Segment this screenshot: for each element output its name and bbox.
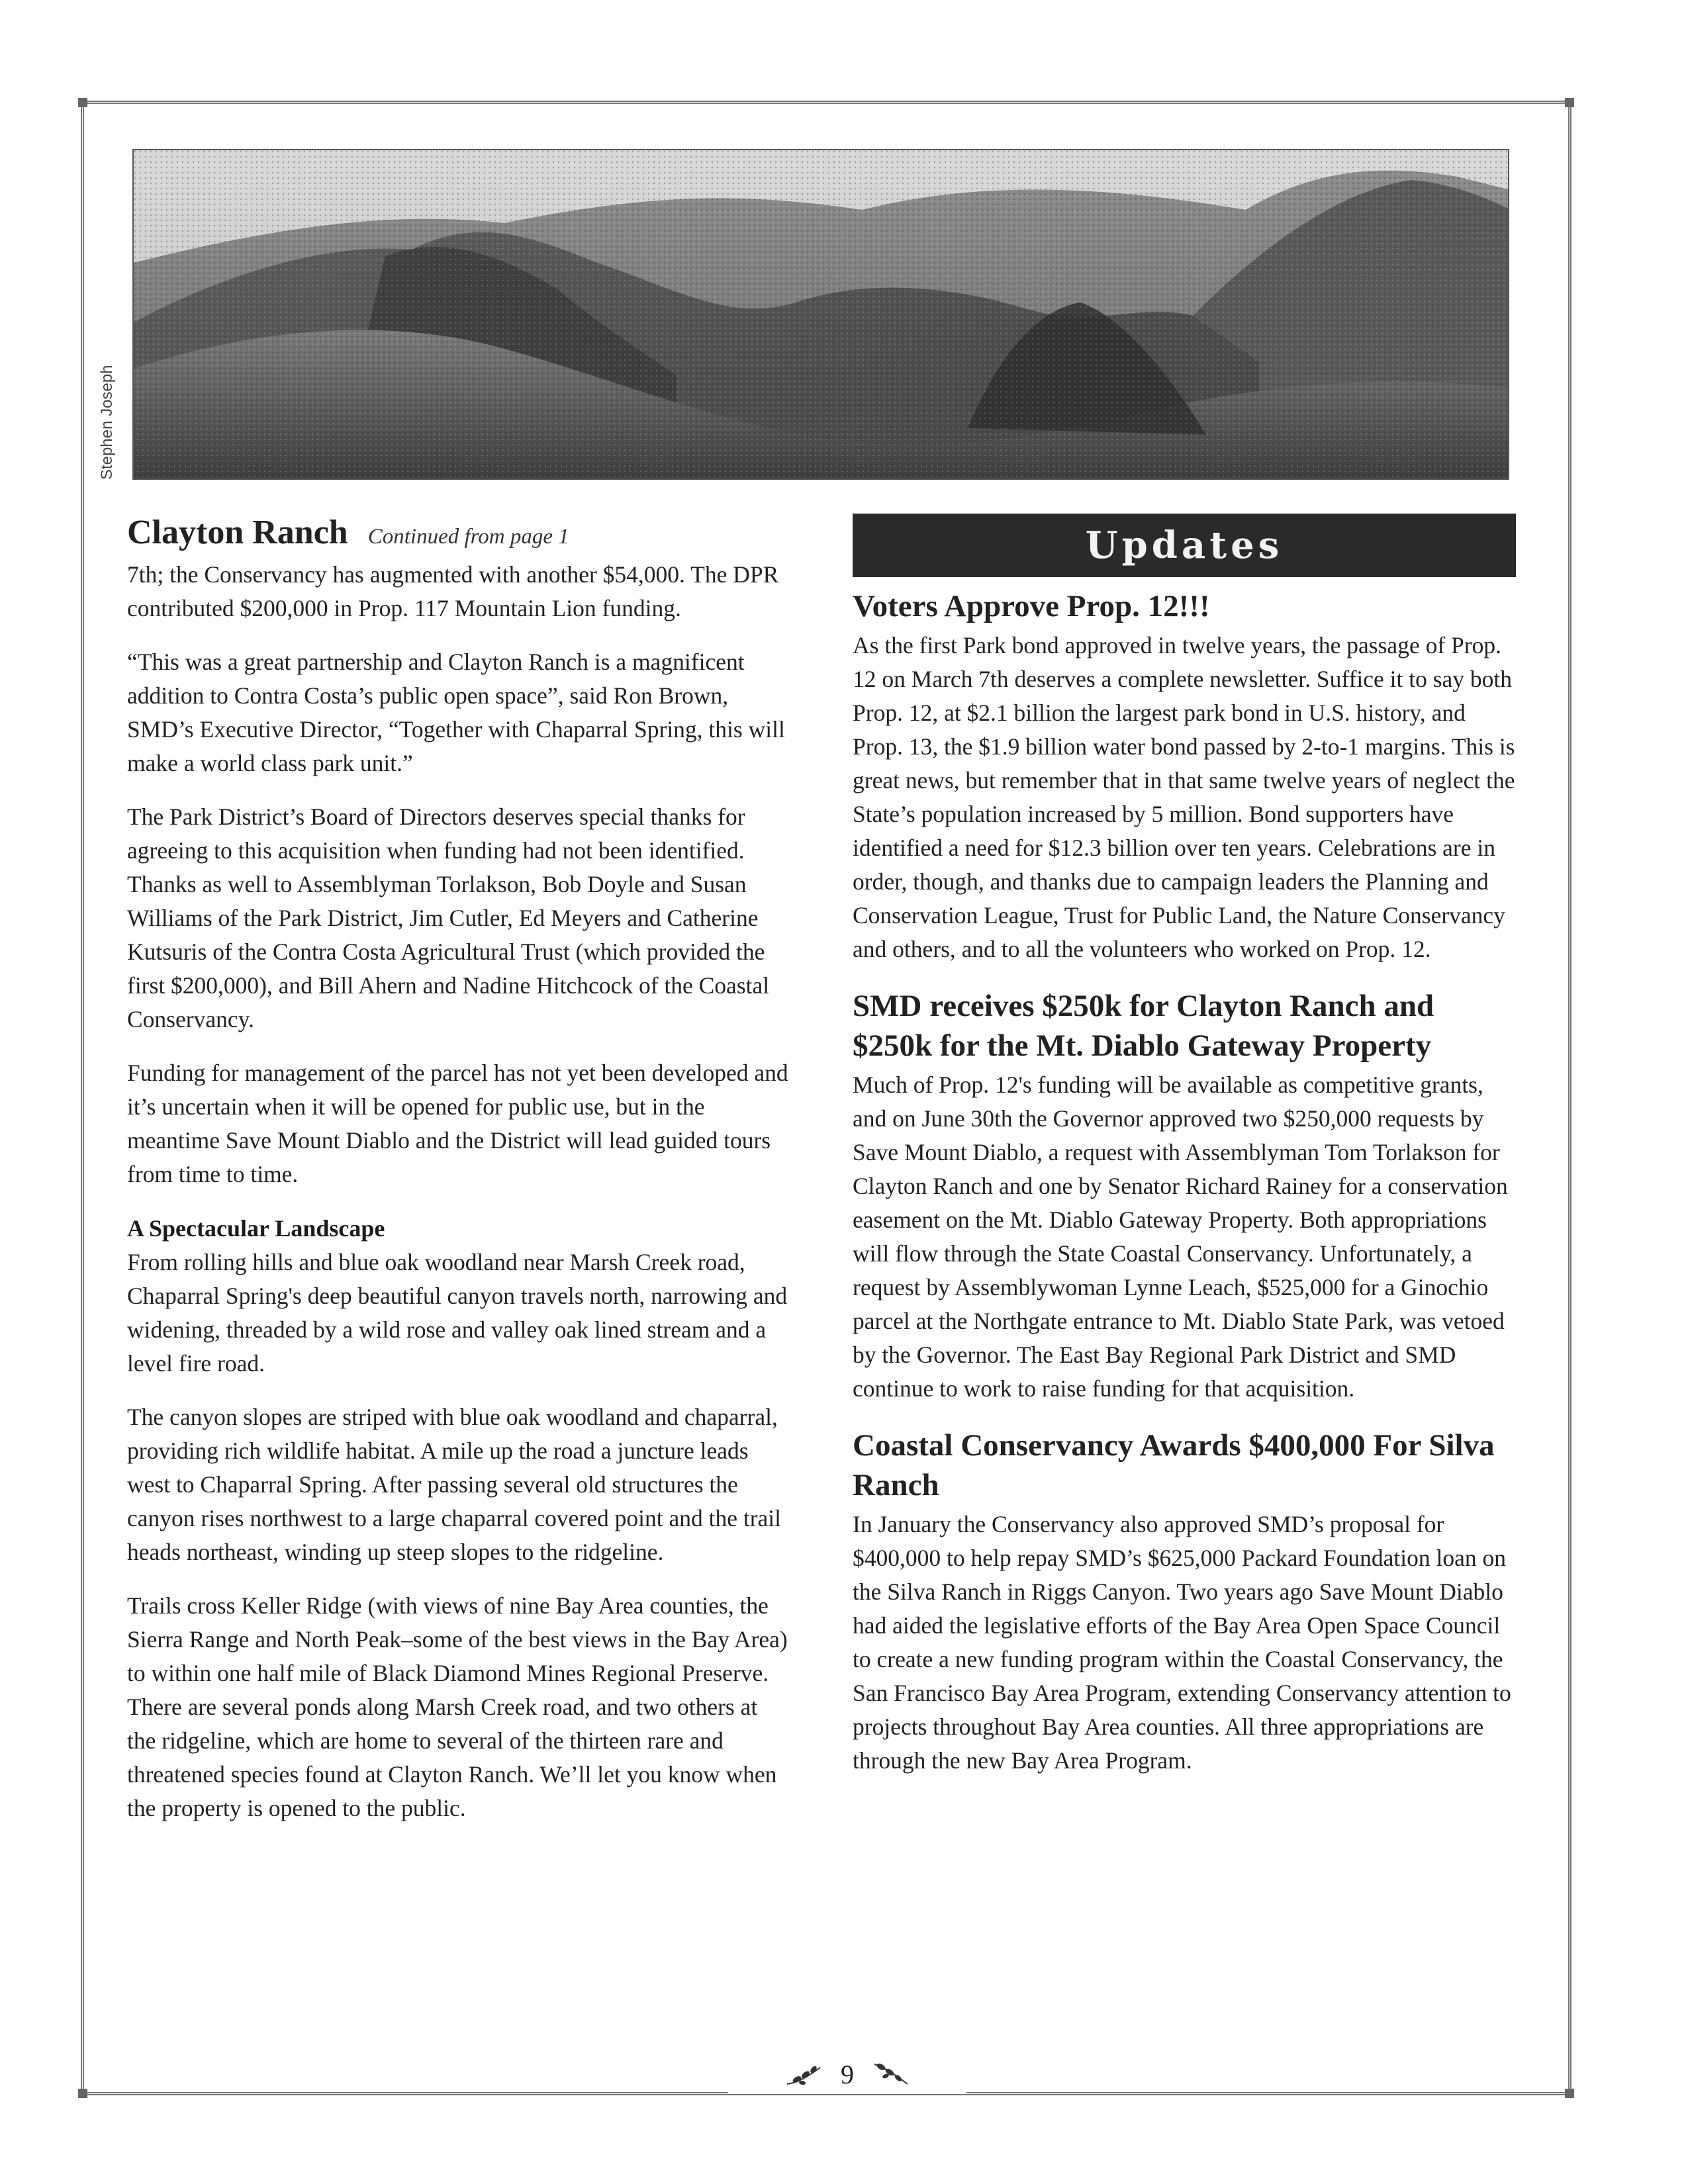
section-subhead: A Spectacular Landscape [127,1215,385,1242]
corner-ornament [1565,2089,1574,2098]
paragraph: Trails cross Keller Ridge (with views of nine Bay Area counties, the Sierra Range and North Peak–some of the best views in the Bay Area) to within one half mile of Black Diamond Mines Regional Preserve. There are several ponds along Marsh Creek road, and two others at the ridgeline, which are home to several of the thirteen rare and threatened species found at Clayton Ranch. We’ll let you know when the property is opened to the public. [127,1592,788,1822]
continued-note: Continued from page 1 [367,525,569,549]
updates-banner: Updates [853,514,1516,577]
article-heading [127,514,789,551]
corner-ornament [78,2089,87,2098]
article-title: Voters Approve Prop. 12!!! [853,589,1210,623]
paragraph: Funding for management of the parcel has not yet been developed and it’s uncertain when it will be opened for public use, but in the meantime Save Mount Diablo and the District will lead guided tours from time to time. [127,1060,788,1188]
paragraph: From rolling hills and blue oak woodland near Marsh Creek road, Chaparral Spring's deep beautiful canyon travels north, narrowing and widening, threaded by a wild rose and valley oak lined stream and a level fire road. [127,1249,788,1377]
left-column [127,514,789,1845]
right-column [853,514,1516,1797]
page-footer [728,2054,966,2094]
corner-ornament [78,98,87,107]
paragraph: “This was a great partnership and Clayton Ranch is a magnificent addition to Contra Costa’s public open space”, said Ron Brown, SMD’s Executive Director, “Together with Chaparral Spring, this will make a world class park unit.” [127,649,785,777]
paragraph: The canyon slopes are striped with blue oak woodland and chaparral, providing rich wildlife habitat. A mile up the road a juncture leads west to Chaparral Spring. After passing several old structures the canyon rises northwest to a large chaparral covered point and the trail heads northeast, winding up steep slopes to the ridgeline. [127,1404,782,1566]
article-title: Clayton Ranch [127,514,348,551]
paragraph: The Park District’s Board of Directors deserves special thanks for agreeing to this acquisition when funding had not been identified. Thanks as well to Assemblyman Torlakson, Bob Doyle and Susan Williams of the Park District, Jim Cutler, Ed Meyers and Catherine Kutsuris of the Contra Costa Agricultural Trust (which provided the first $200,000), and Bill Ahern and Nadine Hitchcock of the Coastal Conservancy. [127,803,770,1033]
page-number: 9 [841,2059,854,2089]
photo-credit: Stephen Joseph [98,365,116,480]
paragraph: 7th; the Conservancy has augmented with another $54,000. The DPR contributed $200,000 in Prop. 117 Mountain Lion funding. [127,561,779,622]
corner-ornament [1565,98,1574,107]
landscape-photo [132,149,1509,480]
leaf-ornament-icon [871,2058,911,2091]
leaf-ornament-icon [784,2058,823,2091]
paragraph: Much of Prop. 12's funding will be available as competitive grants, and on June 30th the Governor approved two $250,000 requests by Save Mount Diablo, a request with Assemblyman Tom Torlakson for Clayton Ranch and one by Senator Richard Rainey for a conservation easement on the Mt. Diablo Gateway Property. Both appropriations will flow through the State Coastal Conservancy. Unfortunately, a request by Assemblywoman Lynne Leach, $525,000 for a Ginochio parcel at the Northgate entrance to Mt. Diablo State Park, was vetoed by the Governor. The East Bay Regional Park District and SMD continue to work to raise funding for that acquisition. [853,1071,1508,1402]
paragraph: In January the Conservancy also approved SMD’s proposal for $400,000 to help repay SMD’s $625,000 Packard Foundation loan on the Silva Ranch in Riggs Canyon. Two years ago Save Mount Diablo had aided the legislative efforts of the Bay Area Open Space Council to create a new funding program within the Coastal Conservancy, the San Francisco Bay Area Program, extending Conservancy attention to projects throughout Bay Area counties. All three appropriations are through the new Bay Area Program. [853,1511,1511,1774]
article-title: Coastal Conservancy Awards $400,000 For Silva Ranch [853,1428,1495,1502]
article-title: SMD receives $250k for Clayton Ranch and $250k for the Mt. Diablo Gateway Property [853,989,1434,1063]
paragraph: As the first Park bond approved in twelve years, the passage of Prop. 12 on March 7th deserves a complete newsletter. Suffice it to say both Prop. 12, at $2.1 billion the largest park bond in U.S. history, and Prop. 13, the $1.9 billion water bond passed by 2-to-1 margins. This is great news, but remember that in that same twelve years of neglect the State’s population increased by 5 million. Bond supporters have identified a need for $12.3 billion over ten years. Celebrations are in order, though, and thanks due to campaign leaders the Planning and Conservation League, Trust for Public Land, the Nature Conservancy and others, and to all the volunteers who worked on Prop. 12. [853,632,1515,962]
